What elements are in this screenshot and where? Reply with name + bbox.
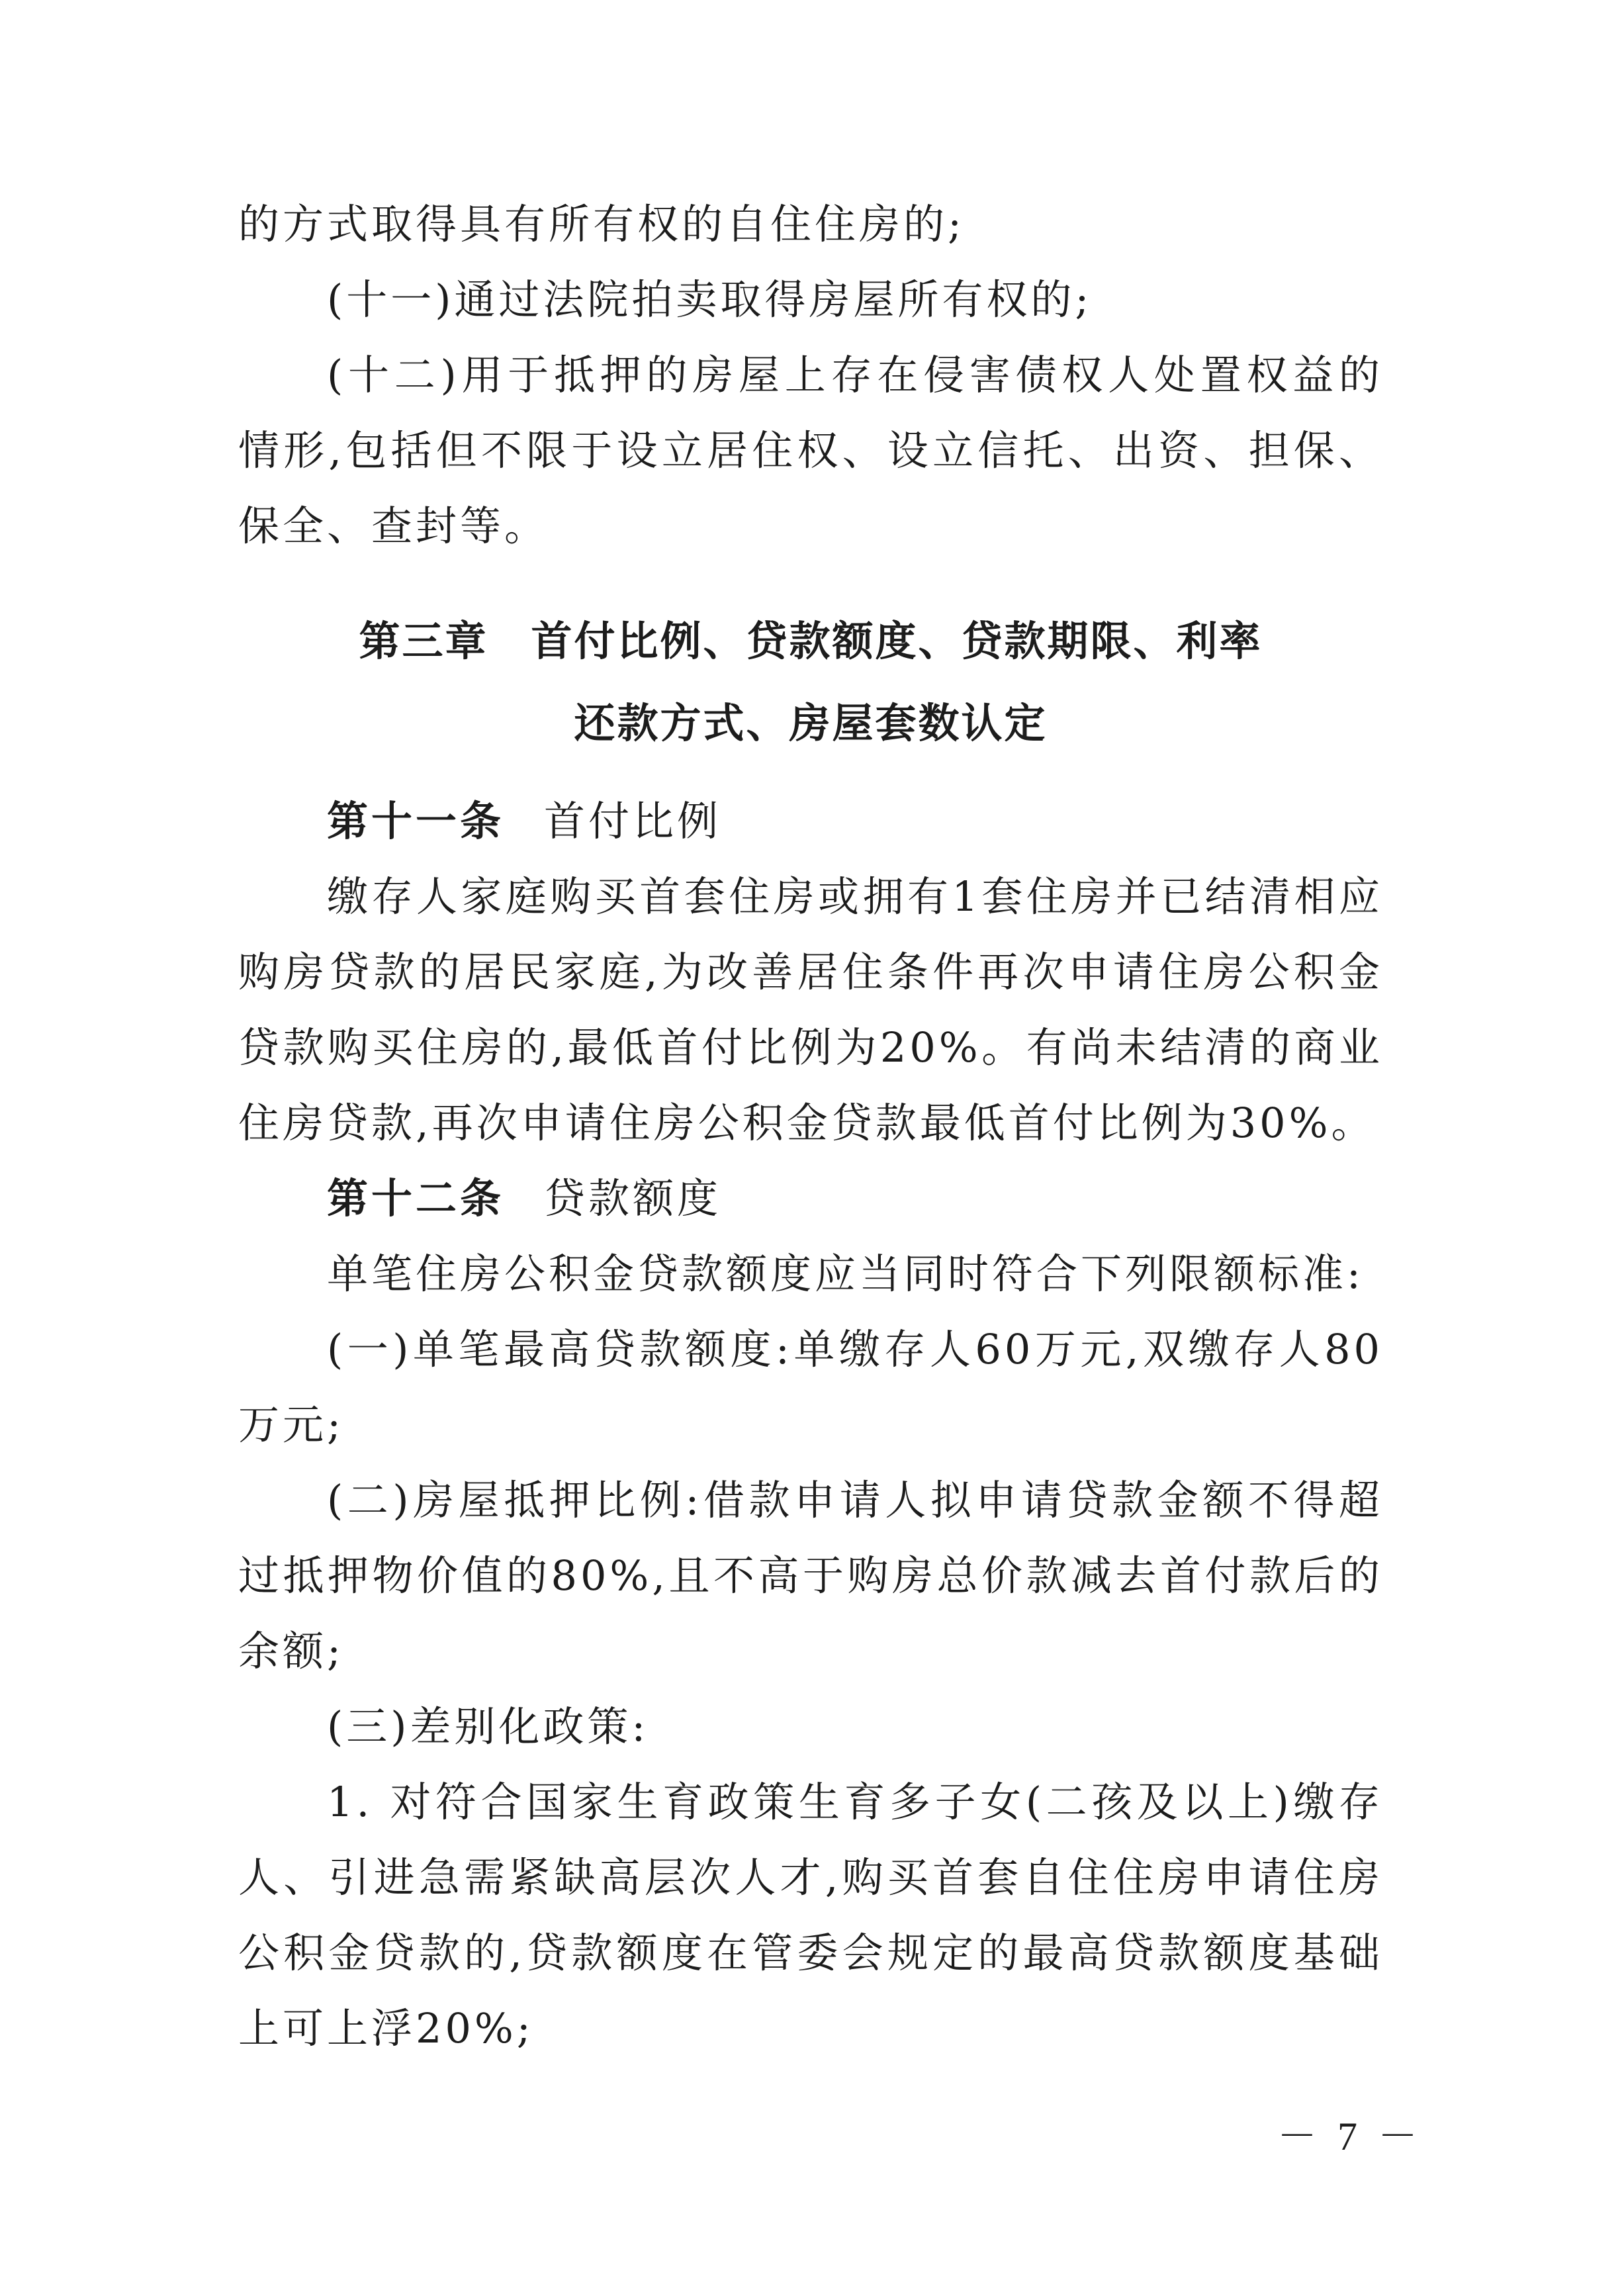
article-11-title: 首付比例 (544, 797, 722, 845)
article-12-intro: 单笔住房公积金贷款额度应当同时符合下列限额标准: (327, 1250, 1364, 1298)
paragraph-continuation: 的方式取得具有所有权的自住住房的; (238, 200, 965, 248)
item-twelve: (十二)用于抵押的房屋上存在侵害债权人处置权益的情形,包括但不限于设立居住权、设立信托、出资、担保、保全、查封等。 (238, 351, 1383, 550)
article-12-number: 第十二条 (327, 1174, 505, 1222)
article-12-subitem-1: 1. 对符合国家生育政策生育多子女(二孩及以上)缴存人、引进急需紧缺高层次人才,购买首套自住住房申请住房公积金贷款的,贷款额度在管委会规定的最高贷款额度基础上可上浮20%; (238, 1778, 1383, 2052)
item-eleven: (十一)通过法院拍卖取得房屋所有权的; (327, 275, 1093, 324)
section-block-articles (238, 784, 1383, 2066)
article-11-number: 第十一条 (327, 797, 505, 845)
page-number: － 7 － (1277, 2115, 1423, 2158)
article-11-body: 缴存人家庭购买首套住房或拥有1套住房并已结清相应购房贷款的居民家庭,为改善居住条件再次申请住房公积金贷款购买住房的,最低首付比例为20%。有尚未结清的商业住房贷款,再次申请住房公积金贷款最低首付比例为30%。 (238, 872, 1383, 1147)
chapter-title-line2: 还款方式、房屋套数认定 (574, 699, 1048, 747)
article-12-item-1: (一)单笔最高贷款额度:单缴存人60万元,双缴存人80万元; (238, 1325, 1383, 1449)
chapter-title-line1: 第三章 首付比例、贷款额度、贷款期限、利率 (359, 617, 1263, 665)
section-block-top (238, 187, 1383, 564)
article-12-item-3: (三)差别化政策: (327, 1702, 649, 1751)
article-12-heading (238, 1161, 1383, 1236)
article-11-heading (238, 784, 1383, 859)
article-12-title: 贷款额度 (544, 1174, 722, 1222)
article-12-item-2: (二)房屋抵押比例:借款申请人拟申请贷款金额不得超过抵押物价值的80%,且不高于购房总价款减去首付款后的余额; (238, 1476, 1383, 1675)
